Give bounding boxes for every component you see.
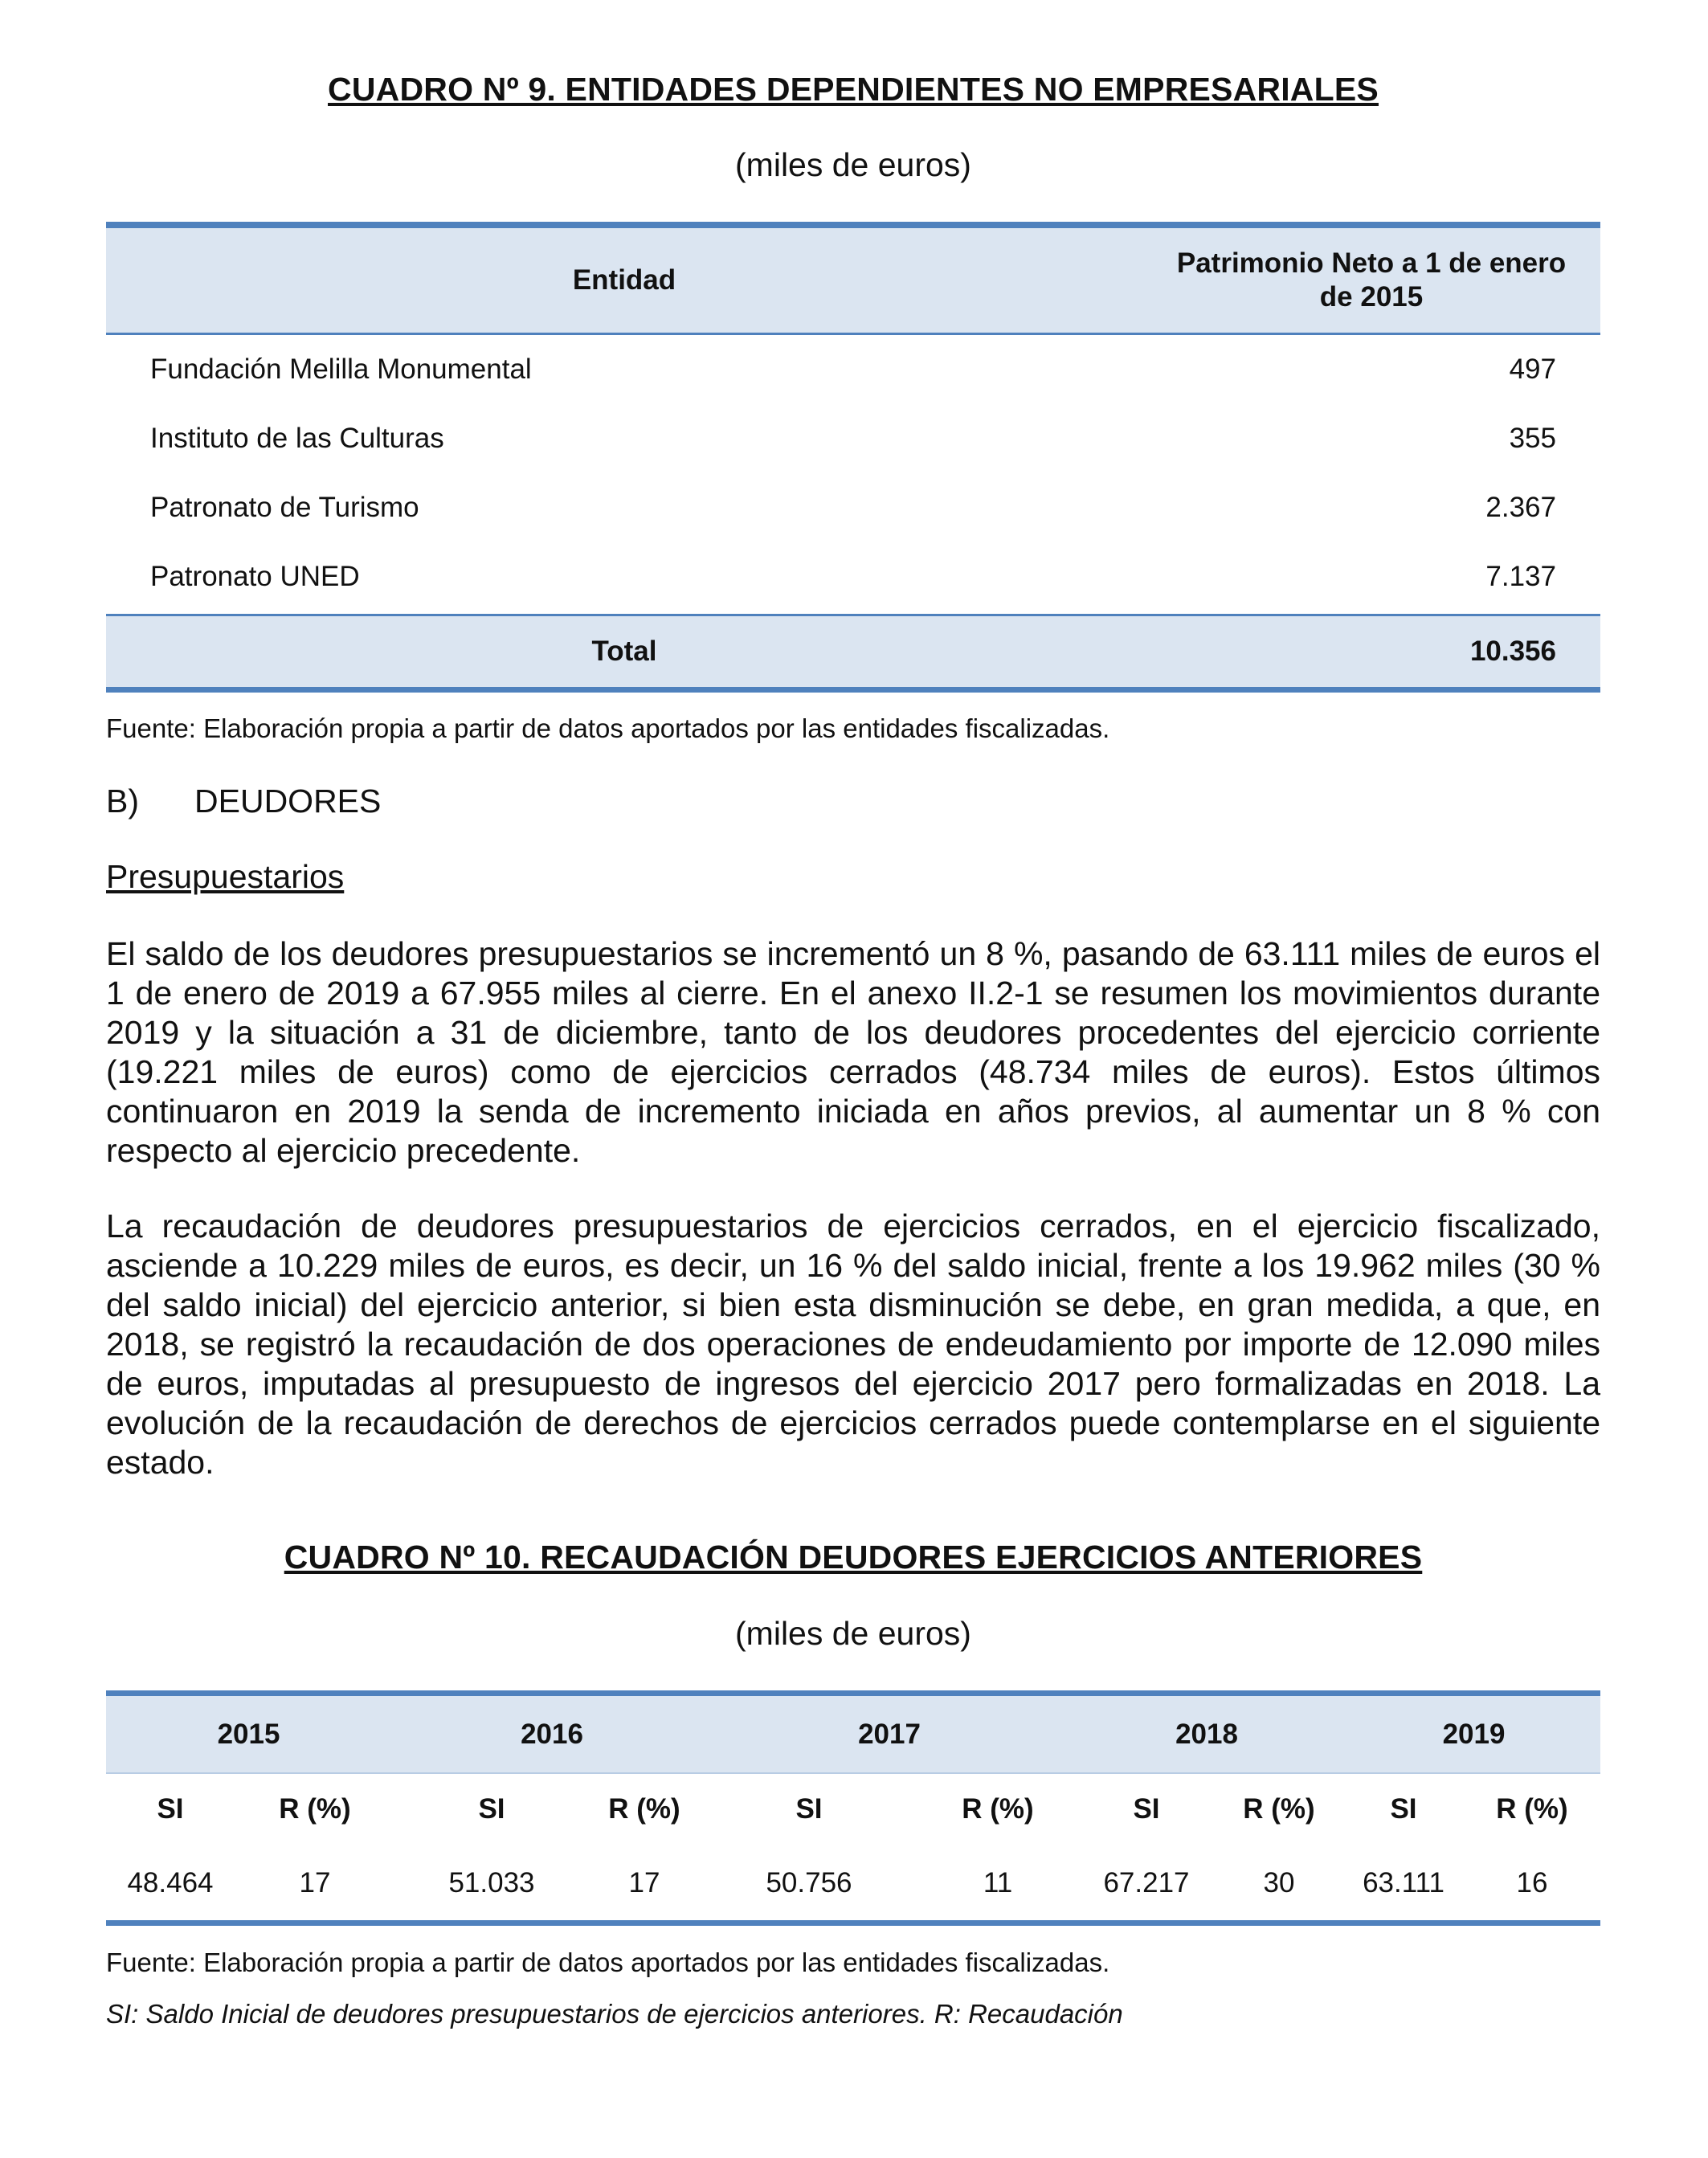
r-header: R (%) (1496, 1793, 1568, 1825)
r-value: 30 (1263, 1867, 1295, 1898)
si-header: SI (795, 1793, 823, 1825)
paragraph-2: La recaudación de deudores presupuestarios de ejercicios cerrados, en el ejercicio fiscalizado, asciende a 10.229 miles de euros, es decir, un 16 % del saldo inicial, frente a los 19.962 miles (30 % del saldo inicial) del ejercicio anterior, si bien esta disminución se debe, en gran medida, a que, en 2018, se registró la recaudación de dos operaciones de endeudamiento por importe de 12.090 miles de euros, imputadas al presupuesto de ingresos del ejercicio 2017 pero formalizadas en 2018. La evolución de la recaudación de derechos de ejercicios cerrados puede contemplarse en el siguiente estado. (106, 1208, 1600, 1481)
cuadro-10-year-header (106, 1696, 1600, 1772)
header-separator (106, 1772, 1600, 1774)
total-row (106, 616, 1600, 687)
table-bottom-rule (106, 1920, 1600, 1926)
section-letter: B) (106, 783, 139, 819)
year-header: 2015 (217, 1719, 280, 1750)
cuadro-9-header (106, 228, 1600, 333)
year-header: 2019 (1442, 1719, 1506, 1750)
table-top-rule (106, 1690, 1600, 1696)
year-header: 2018 (1175, 1719, 1238, 1750)
cuadro-9-subtitle: (miles de euros) (735, 146, 971, 183)
section-heading (106, 783, 588, 823)
table-top-rule (106, 222, 1600, 228)
si-value: 51.033 (448, 1867, 535, 1898)
cuadro-10-note: SI: Saldo Inicial de deudores presupuestarios de ejercicios anteriores. R: Recaudación (106, 1999, 1123, 2029)
r-header: R (%) (962, 1793, 1034, 1825)
r-value: 17 (628, 1867, 660, 1898)
subheading: Presupuestarios (106, 858, 345, 895)
table-row (106, 405, 1600, 474)
r-header: R (%) (1243, 1793, 1315, 1825)
r-header: R (%) (608, 1793, 680, 1825)
entity-value: 2.367 (1485, 492, 1556, 523)
table-bottom-rule (106, 687, 1600, 693)
r-value: 16 (1516, 1867, 1548, 1898)
si-value: 63.111 (1363, 1867, 1444, 1898)
total-label: Total (591, 636, 657, 667)
cuadro-9-title: CUADRO Nº 9. ENTIDADES DEPENDIENTES NO EMPRESARIALES (328, 71, 1379, 108)
header-entidad: Entidad (572, 264, 676, 296)
header-patrimonio-line2: de 2015 (1319, 281, 1424, 313)
si-header: SI (1133, 1793, 1160, 1825)
entity-name: Fundación Melilla Monumental (150, 354, 532, 385)
year-header: 2017 (858, 1719, 921, 1750)
entity-name: Patronato UNED (150, 561, 360, 592)
r-value: 17 (299, 1867, 331, 1898)
table-row (106, 474, 1600, 543)
si-header: SI (1390, 1793, 1417, 1825)
si-header: SI (478, 1793, 505, 1825)
r-value: 11 (983, 1867, 1013, 1898)
cuadro-10-title: CUADRO Nº 10. RECAUDACIÓN DEUDORES EJERCICIOS ANTERIORES (284, 1539, 1423, 1576)
section-name: DEUDORES (194, 783, 382, 819)
cuadro-10-subtitle: (miles de euros) (735, 1615, 971, 1652)
si-value: 48.464 (127, 1867, 214, 1898)
table-row (106, 336, 1600, 405)
si-value: 67.217 (1103, 1867, 1190, 1898)
entity-name: Instituto de las Culturas (150, 423, 444, 454)
year-header: 2016 (521, 1719, 583, 1750)
total-value: 10.356 (1469, 636, 1556, 667)
header-separator (106, 333, 1600, 335)
entity-value: 355 (1509, 423, 1556, 454)
entity-value: 7.137 (1485, 561, 1556, 592)
header-patrimonio-line1: Patrimonio Neto a 1 de enero (1176, 247, 1567, 279)
r-header: R (%) (279, 1793, 351, 1825)
cuadro-10-source: Fuente: Elaboración propia a partir de datos aportados por las entidades fiscalizadas. (106, 1948, 1110, 1977)
table-row (106, 543, 1600, 612)
header-patrimonio (1142, 228, 1600, 333)
si-header: SI (157, 1793, 184, 1825)
cuadro-9-source: Fuente: Elaboración propia a partir de datos aportados por las entidades fiscalizadas. (106, 713, 1110, 743)
entity-name: Patronato de Turismo (150, 492, 419, 523)
si-value: 50.756 (766, 1867, 852, 1898)
entity-value: 497 (1509, 354, 1556, 385)
paragraph-1: El saldo de los deudores presupuestarios se incrementó un 8 %, pasando de 63.111 miles de euros el 1 de enero de 2019 a 67.955 miles al cierre. En el anexo II.2-1 se resumen los movimientos durante 2019 y la situación a 31 de diciembre, tanto de los deudores procedentes del ejercicio corriente (19.221 miles de euros) como de ejercicios cerrados (48.734 miles de euros). Estos últimos continuaron en 2019 la senda de incremento iniciada en años previos, al aumentar un 8 % con respecto al ejercicio precedente. (106, 935, 1600, 1169)
